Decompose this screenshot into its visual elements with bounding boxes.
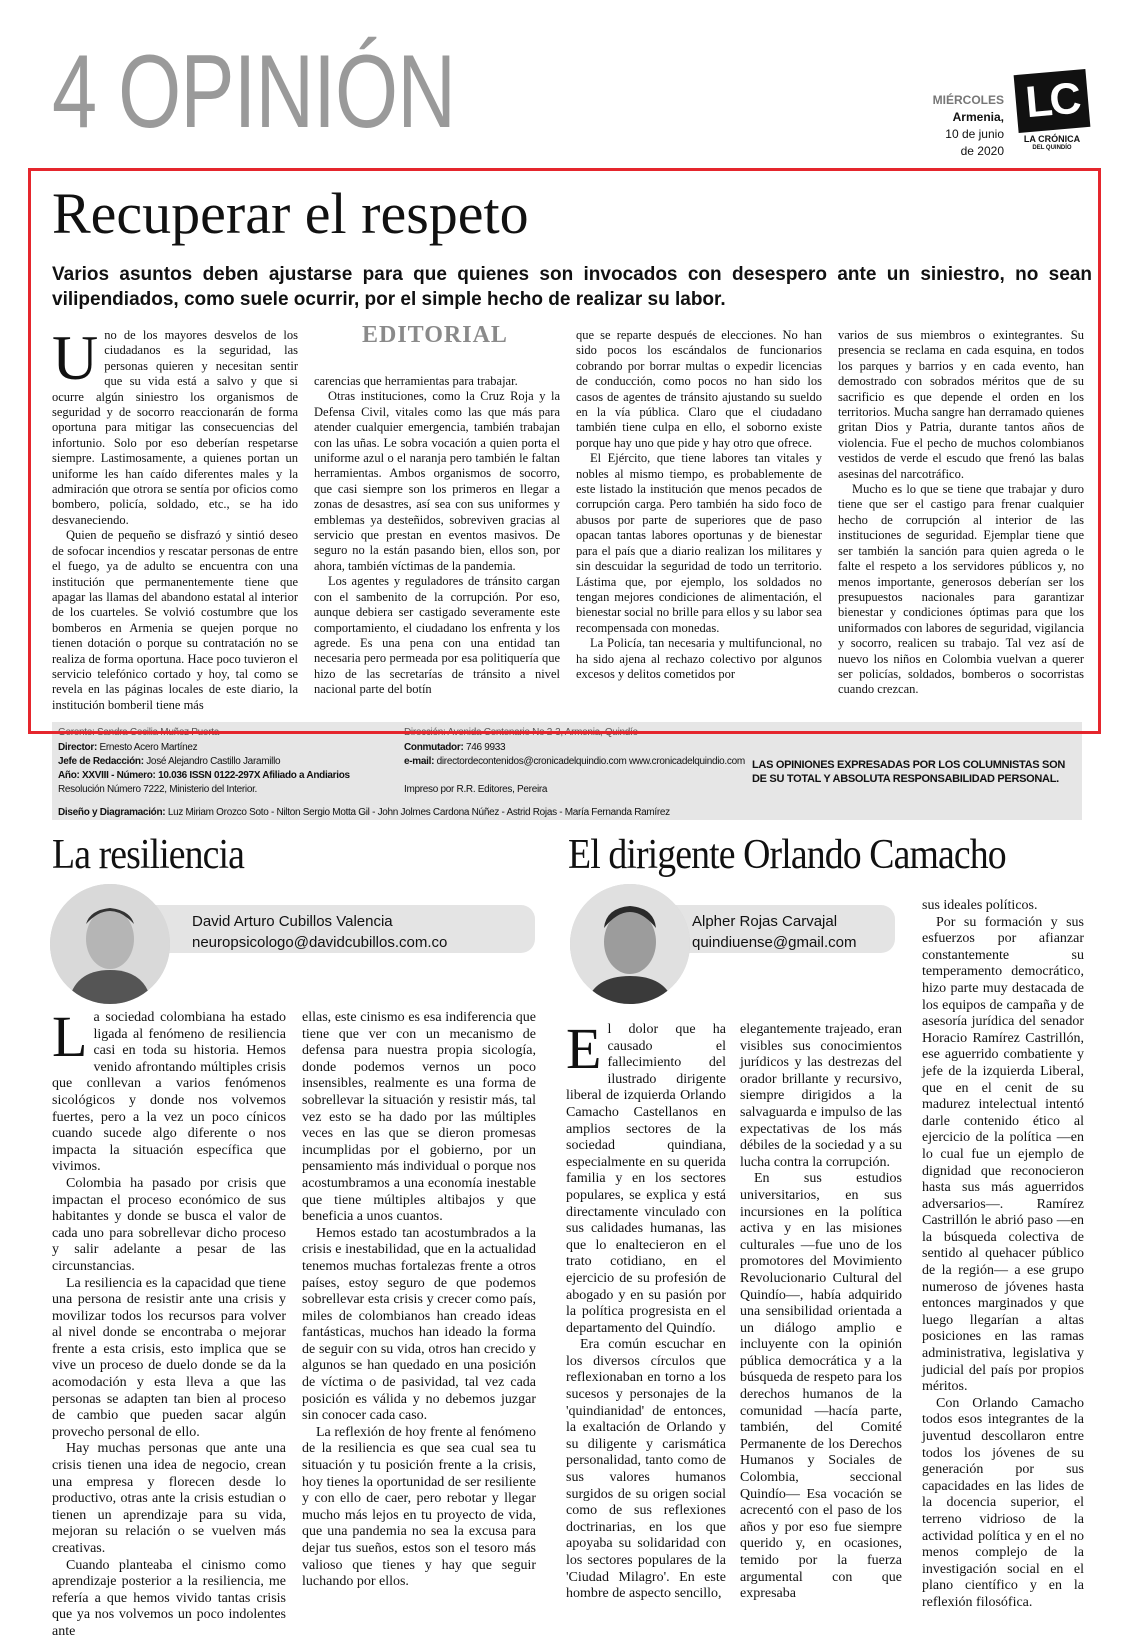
- editorial-column-4: [838, 328, 1084, 698]
- paragraph: a sociedad colombiana ha estado ligada al fenómeno de resiliencia casi en toda su historia. Hemos venido afrontando múltiples crisis que conllevan a varios fenómenos sicológicos y donde nos volvemos fuertes, pero a la vez un poco cínicos cuando sucede algo diferente o nos impacta la situación específica que vivimos.: [52, 1010, 286, 1175]
- masthead-email[interactable]: e-mail: directordecontenidos@cronicadelquindio.com www.cronicadelquindio.com: [404, 756, 745, 767]
- paragraph: ellas, este cinismo es esa indiferencia que tiene que ver con un mecanismo de defensa para nuestra propia sicología, donde podemos vernos un poco insensibles, realmente es una forma de sobrellevar la situación y resistir más, tal vez esto se ha dado por las múltiples veces en las que se dieron promesas incumplidas por el gobierno, por un pensamiento más individual o porque nos acostumbramos a una economía inestable que tiene múltiples altibajos y que beneficia a unos cuantos.: [302, 1010, 536, 1225]
- masthead-anio: Año: XXVIII - Número: 10.036 ISSN 0122-297X Afiliado a Andiarios: [58, 770, 350, 781]
- newspaper-logo: [1012, 72, 1092, 158]
- dateline: [910, 92, 1004, 160]
- masthead-direccion: Dirección: Avenida Centenario No 2-3, Armenia, Quindío: [404, 727, 638, 738]
- editorial-headline: Recuperar el respeto: [52, 181, 529, 246]
- paragraph: Con Orlando Camacho todos esos integrantes de la juventud descollaron entre todos los jóvenes de su generación por sus capacidades en las lides de la docencia superior, el terreno vidrioso de la actividad política y en el no menos complejo de la investigación social en el plano científico y en la reflexión filosófica.: [922, 1395, 1084, 1610]
- city: Armenia,: [952, 110, 1004, 124]
- camacho-column-2: [740, 1022, 902, 1603]
- paragraph: Era común escuchar en los diversos círculos que reflexionaban en torno a los sucesos y personajes de la 'quindianidad' de entonces, la exaltación de Orlando y su diligente y carismática personalidad, tanto como de sus valores humanos surgidos de su origen social como de sus reflexiones doctrinarias, en los que apoyaba su solidaridad con los sectores populares de la 'Ciudad Milagro'. En este hombre de aspecto sencillo,: [566, 1337, 726, 1602]
- logo-name: LA CRÓNICA: [1023, 134, 1081, 144]
- masthead-director: Director: Ernesto Acero Martínez: [58, 742, 198, 753]
- paragraph: Hemos estado tan acostumbrados a la crisis e inestabilidad, que en la actualidad tenemos muchas fortalezas frente a otros países, estoy seguro de que podemos sobrellevar esta crisis y crecer como país, miles de colombianos han creado ideas fantásticas, muchos han ideado la forma de seguir con su vida, otros han crecido y algunos se han quedado en una posición de víctima o de pasividad, tal vez cada posición es válida y no debemos juzgar sin conocer cada caso.: [302, 1225, 536, 1424]
- masthead-conmutador: Conmutador: 746 9933: [404, 742, 506, 753]
- paragraph: Cuando planteaba el cinismo como aprendizaje posterior a la resiliencia, me refería a que hemos vivido tantas crisis que ya nos volvemos un poco indolentes ante: [52, 1557, 286, 1639]
- resiliencia-column-1: [52, 1004, 286, 1641]
- portrait-icon: [570, 884, 690, 1004]
- author-photo-rojas: [570, 884, 690, 1004]
- weekday: MIÉRCOLES: [932, 93, 1004, 107]
- paragraph: Quien de pequeño se disfrazó y sintió deseo de sofocar incendios y rescatar personas de entre el fuego, ya de adulto se encuentra con una institución que permanentemente tiene que apagar las llamas del abandono estatal al interior de los cuarteles. Se volvió costumbre que los bomberos en Armenia se quejen porque no tienen dotación o porque su contratación no se realiza de forma oportuna. Hace poco tuvieron el servicio telefónico cortado y hoy, tal como se revela en las páginas locales de este diario, la institución bomberil tiene más: [52, 528, 298, 712]
- paragraph: La resiliencia es la capacidad que tiene una persona de resistir ante una crisis y movilizar todos los recursos para volver al nivel donde se encontraba o mejorar frente a esta crisis, esto implica que se vive un proceso de duelo donde se da la acomodación y esta lleva a que las personas se adapten tan bien al proceso de cambio que pueden sacar algún provecho personal de ello.: [52, 1275, 286, 1440]
- editorial-column-1: [52, 322, 298, 713]
- portrait-icon: [50, 884, 170, 1004]
- paragraph: no de los mayores desvelos de los ciudadanos es la seguridad, las personas quieren y necesitan sentir que su vida está a salvo y que si ocurre algún siniestro los organismos de seguridad y de socorro reaccionarán de forma oportuna para mitigar las consecuencias del infortunio. Solo por eso deberían respetarse siempre. Lastimosamente, a quienes portan un uniforme les han caído diferentes males y la admiración que otrora se sentía por oficios como bombero, policía, soldado, etc., se ha ido desvaneciendo.: [52, 328, 298, 527]
- masthead-resolucion: Resolución Número 7222, Ministerio del Interior.: [58, 784, 258, 795]
- paragraph: l dolor que ha causado el fallecimiento del ilustrado dirigente liberal de izquierda Orlando Camacho Castellanos en amplios sectores de la sociedad quindiana, especialmente en su querida familia y en los sectores populares, se explica y está directamente vinculado con sus calidades humanas, las que lo enaltecieron en el trato cotidiano, en el ejercicio de su profesión de abogado y en su pasión por la política progresista en el departamento del Quindío.: [566, 1022, 726, 1336]
- paragraph: La Policía, tan necesaria y multifuncional, no ha sido ajena al rechazo colectivo por algunos excesos y delitos cometidos por: [576, 636, 822, 681]
- column-title-camacho: El dirigente Orlando Camacho: [568, 832, 1006, 878]
- paragraph: En sus estudios universitarios, en sus incursiones en la política activa y en las misiones culturales —fue uno de los promotores del Movimiento Revolucionario Cultural del Quindío—, había adquirido una sensibilidad orientada a un diálogo amplio e incluyente con la opinión pública democrática y a la búsqueda de respeto para los derechos humanos de la comunidad —hacía parte, también, del Comité Permanente de los Derechos Humanos y Sociales de Colombia, seccional Quindío— Esa vocación se acrecentó con el paso de los años y por eso fue siempre querido y, en ocasiones, temido por la fuerza argumental con que expresaba: [740, 1171, 902, 1602]
- year: de 2020: [960, 144, 1004, 158]
- day: 10 de junio: [945, 127, 1004, 141]
- masthead-impreso: Impreso por R.R. Editores, Pereira: [404, 784, 548, 795]
- paragraph: varios de sus miembros o exintegrantes. Su presencia se reclama en cada esquina, en todos los parques y barrios y en cada evento, han demostrado con sobrados méritos que de su sacrificio es que depende el orden en los territorios. Mucha sangre han derramado quienes gritan Dios y Patria, durante tantos años de violencia. Fue el pecho de muchos colombianos vestidos de verde el escudo que frenó las balas asesinas del narcotráfico.: [838, 328, 1084, 481]
- author-photo-cubillos: [50, 884, 170, 1004]
- camacho-column-3: [922, 898, 1084, 1612]
- resiliencia-column-2: [302, 1010, 536, 1591]
- dropcap: L: [52, 1004, 88, 1069]
- masthead-diseno: Diseño y Diagramación: Luz Miriam Orozco Soto - Nilton Sergio Motta Gil - John Jolmes Cardona Núñez - Astrid Rojas - María Fernanda Ramírez: [58, 807, 670, 818]
- section-title: 4 OPINIÓN: [52, 34, 456, 150]
- author-name: David Arturo Cubillos Valencia: [192, 913, 393, 930]
- dropcap: E: [566, 1016, 602, 1081]
- camacho-column-1: [566, 1016, 726, 1603]
- paragraph: elegantemente trajeado, eran visibles sus conocimientos jurídicos y las destrezas del orador brillante y recursivo, siempre dirigidos a la salvaguarda e impulso de las expectativas de los más débiles de la sociedad y a su lucha contra la corrupción.: [740, 1022, 902, 1170]
- masthead-disclaimer: LAS OPINIONES EXPRESADAS POR LOS COLUMNISTAS SON DE SU TOTAL Y ABSOLUTA RESPONSABILIDAD PERSONAL.: [752, 759, 1065, 785]
- paragraph: Por su formación y sus esfuerzos por afianzar constantemente su temperamento democrático, hizo parte muy destacada de los equipos de campaña y de asesoría jurídica del senador Horacio Ramírez Castrillón, ese aguerrido combatiente y jefe de la izquierda Liberal, que en el cenit de su madurez intelectual intentó darle contenido ético al ejercicio de la política —en lo cual fue un ejemplo de dignidad que reconocieron hasta sus más aguerridos adversarios—. Ramírez Castrillón le abrió paso —en la búsqueda colectiva de sentido al quehacer público de la región— a ese grupo numeroso de jóvenes hasta entonces marginados y que luego llegarían a altas posiciones en las ramas administrativa, legislativa y judicial del país por propios méritos.: [922, 914, 1084, 1395]
- paragraph: carencias que herramientas para trabajar.: [314, 374, 518, 388]
- paragraph: El Ejército, que tiene labores tan vitales y nobles al mismo tiempo, es probablemente de este listado la institución que menos pecados de corrupción carga. Pero también ha sido foco de abusos por parte de superiores que de paso opacan tantas labores oportunas y de bienestar para el país que a diario realizan los militares y sin descuidar la seguridad de todo un territorio. Lástima que, por ejemplo, los soldados no tengan mejores condiciones de alimentación, el bienestar social no brille para ellos y su labor sea recompensada con monedas.: [576, 451, 822, 635]
- column-title-resiliencia: La resiliencia: [52, 832, 245, 878]
- paragraph: Otras instituciones, como la Cruz Roja y la Defensa Civil, vitales como las que más para atender cualquier emergencia, también trabajan con las uñas. Le sobra vocación a quien porta el uniforme azul o el naranja pero también le faltan herramientas. Ambos organismos de socorro, que casi siempre son los primeros en llegar a zonas de desastres, así sea con sus uniformes y emblemas ya desteñidos, sobreviven gracias al servicio que prestan en eventos masivos. De seguro no la están pasando bien, ellos son, por ahora, también víctimas de la pandemia.: [314, 389, 560, 573]
- editorial-deck: Varios asuntos deben ajustarse para que quienes son invocados con desespero ante un siniestro, no sean vilipendiados, como suele ocurrir, por el simple hecho de realizar su labor.: [52, 264, 1092, 310]
- paragraph: La reflexión de hoy frente al fenómeno de la resiliencia es que sea cual sea tu situación y tu posición frente a la crisis, hoy tienes la oportunidad de ser resiliente y con ello de caer, pero rebotar y llegar mucho más lejos en tu proyecto de vida, que una pandemia no sea la excusa para dejar tus sueños, estos son el tesoro más valioso que tienes y hay que seguir luchando por ellos.: [302, 1424, 536, 1590]
- paragraph: Hay muchas personas que ante una crisis tienen una idea de negocio, crean una empresa y florecen desde lo productivo, otras ante la crisis estudian o tienen un aprendizaje para su vida, mejoran su relación o se vuelven más creativas.: [52, 1441, 286, 1556]
- author-email[interactable]: quindiuense@gmail.com: [692, 934, 857, 951]
- dropcap: U: [52, 322, 99, 393]
- paragraph: Mucho es lo que se tiene que trabajar y duro tiene que ser el castigo para frenar cualquier hecho de corrupción al interior de las instituciones de seguridad. Ejemplar tiene que ser también la sanción para quien agreda o le falte el respeto a los servidores públicos y, no menos importante, generosos deberían ser los presupuestos nacionales para garantizar bienestar y condiciones óptimas para que los uniformados con labores de seguridad, vigilancia y socorro, realicen su trabajo. Tal vez así de nuevo los niños en Colombia vuelvan a querer ser policías, soldados, bomberos o socorristas cuando crezcan.: [838, 482, 1084, 697]
- paragraph: que se reparte después de elecciones. No han sido pocos los escándalos de funcionarios cobrando por borrar multas o expedir licencias de conducción, como pocos no han sido los casos de agentes de tránsito ajustando su sueldo en la vía pública. Claro que el ciudadano también tiene culpa en ello, el soborno existe porque hay uno que pide y hay otro que ofrece.: [576, 328, 822, 450]
- masthead-gerente: Gerente: Sandra Cecilia Muñoz Puerta: [58, 727, 219, 738]
- paragraph: Colombia ha pasado por crisis que impactan el proceso económico de sus habitantes y donde se busca el valor de cada uno para sobrellevar dicho proceso y salir adelante a pesar de las circunstancias.: [52, 1175, 286, 1274]
- editorial-column-3: [576, 328, 822, 682]
- editorial-tag: EDITORIAL: [362, 322, 508, 348]
- masthead-jefe: Jefe de Redacción: José Alejandro Castillo Jaramillo: [58, 756, 281, 767]
- logo-subtitle: DEL QUINDÍO: [1032, 145, 1072, 151]
- paragraph: Los agentes y reguladores de tránsito cargan con el sambenito de la corrupción. Por eso, aunque debiera ser castigado severamente este comportamiento, el ciudadano los enfrenta y los agrede. Es una pena con una entidad tan necesaria pero permeada por esa politiquería que hizo de las secretarías de tránsito a nivel nacional parte del botín: [314, 574, 560, 697]
- author-email[interactable]: neuropsicologo@davidcubillos.com.co: [192, 934, 448, 951]
- author-name: Alpher Rojas Carvajal: [692, 913, 838, 930]
- logo-mark: LC: [1014, 69, 1091, 133]
- paragraph: sus ideales políticos.: [922, 898, 1038, 913]
- masthead: [52, 722, 1082, 820]
- editorial-column-2: [314, 374, 560, 698]
